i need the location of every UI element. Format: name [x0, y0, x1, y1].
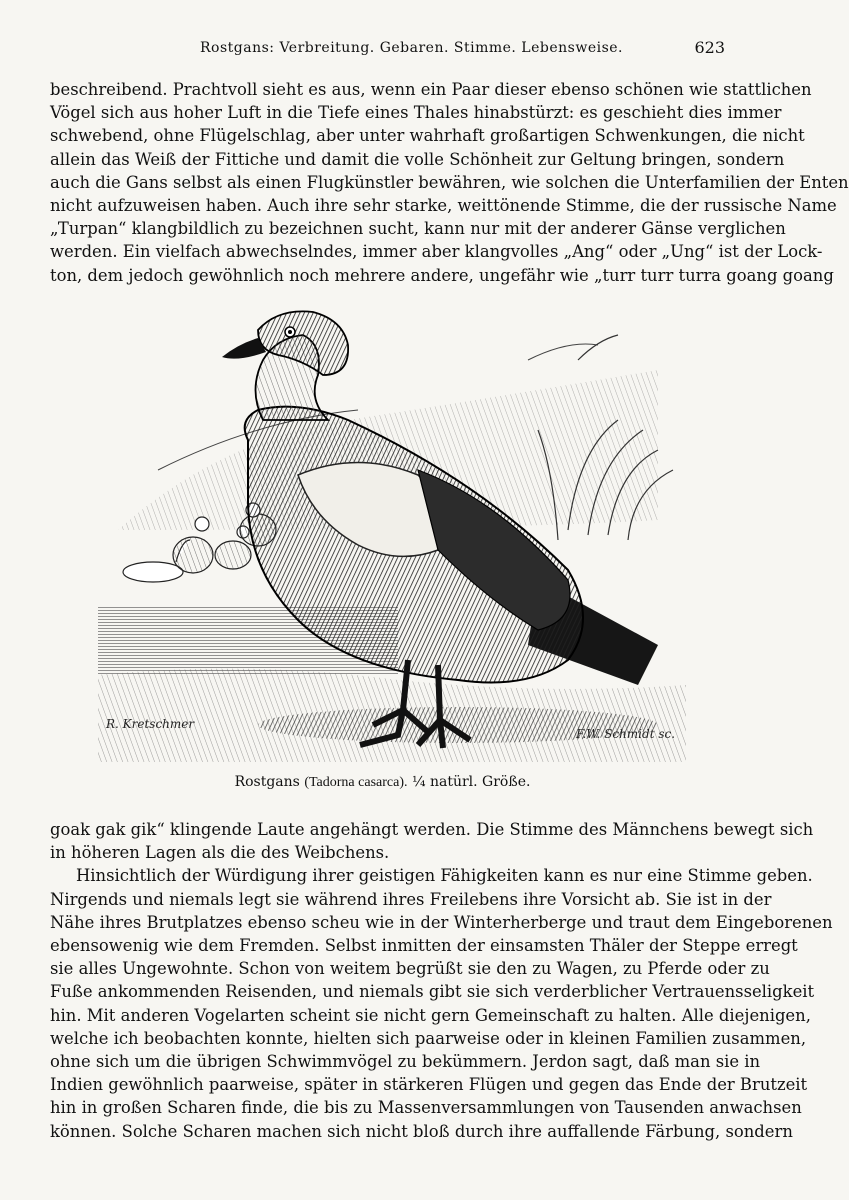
- engraver-signature-right: F.W. Schmidt sc.: [576, 727, 676, 741]
- caption-german-name: Rostgans: [234, 774, 300, 790]
- text-line: Vögel sich aus hoher Luft in die Tiefe eines Thales hinabstürzt: es geschieht dies immer: [50, 103, 782, 123]
- artist-signature-left: R. Kretschmer: [106, 717, 195, 731]
- text-line: welche ich beobachten konnte, hielten sich paarweise oder in kleinen Familien zusammen,: [50, 1028, 807, 1048]
- text-line: goak gak gik“ klingende Laute angehängt werden. Die Stimme des Männchens bewegt sich: [50, 820, 814, 839]
- text-line: sie alles Ungewohnte. Schon von weitem begrüßt sie den zu Wagen, zu Pferde oder zu: [50, 959, 770, 979]
- text-line: hin in großen Scharen finde, die bis zu Massenversammlungen von Tausenden anwachsen: [50, 1098, 802, 1118]
- running-head: Rostgans: Verbreitung. Gebaren. Stimme. Lebensweise.: [200, 40, 623, 56]
- text-line: schwebend, ohne Flügelschlag, aber unter wahrhaft großartigen Schwenkungen, die nicht: [50, 126, 805, 146]
- body-text-top: [50, 78, 849, 287]
- text-line: Nähe ihres Brutplatzes ebenso scheu wie in der Winterherberge und traut dem Eingeborenen: [50, 912, 833, 932]
- text-line: Indien gewöhnlich paarweise, später in stärkeren Flügen und gegen das Ende der Brutzeit: [50, 1075, 808, 1095]
- page-number: 623: [694, 38, 725, 57]
- text-line: „Turpan“ klangbildlich zu bezeichnen sucht, kann nur mit der anderer Gänse verglichen: [50, 219, 786, 239]
- shelduck-illustration: [98, 300, 686, 762]
- body-text-bottom: [50, 818, 833, 1143]
- text-line: Nirgends und niemals legt sie während ihres Freilebens ihre Vorsicht ab. Sie ist in der: [50, 889, 772, 909]
- text-line: Fuße ankommenden Reisenden, und niemals gibt sie sich verderblicher Vertrauensseligkeit: [50, 982, 815, 1002]
- text-line: auch die Gans selbst als einen Flugkünstler bewähren, wie solchen die Unterfamilien der Enten: [50, 172, 849, 192]
- text-line: hin. Mit anderen Vogelarten scheint sie nicht gern Gemeinschaft zu halten. Alle diejenigen,: [50, 1005, 811, 1025]
- text-line: werden. Ein vielfach abwechselndes, immer aber klangvolles „Ang“ oder „Ung“ ist der Lock-: [50, 242, 823, 262]
- caption-scale: ¼ natürl. Größe.: [411, 774, 531, 790]
- text-line: allein das Weiß der Fittiche und damit die volle Schönheit zur Geltung bringen, sondern: [50, 149, 785, 169]
- figure-caption: [0, 774, 765, 791]
- text-line: ebensowenig wie dem Fremden. Selbst inmitten der einsamsten Thäler der Steppe erregt: [50, 936, 798, 956]
- text-line: beschreibend. Prachtvoll sieht es aus, wenn ein Paar dieser ebenso schönen wie stattlichen: [50, 80, 812, 99]
- text-line: Hinsichtlich der Würdigung ihrer geistigen Fähigkeiten kann es nur eine Stimme geben.: [76, 866, 813, 886]
- text-line: ohne sich um die übrigen Schwimmvögel zu bekümmern. Jerdon sagt, daß man sie in: [50, 1052, 761, 1072]
- text-line: können. Solche Scharen machen sich nicht bloß durch ihre auffallende Färbung, sondern: [50, 1121, 793, 1141]
- text-line: in höheren Lagen als die des Weibchens.: [50, 843, 390, 863]
- text-line: ton, dem jedoch gewöhnlich noch mehrere andere, ungefähr wie „turr turr turra goang goang: [50, 265, 834, 285]
- running-header: [0, 40, 765, 68]
- text-line: nicht aufzuweisen haben. Auch ihre sehr starke, weittönende Stimme, die der russische Name: [50, 196, 837, 216]
- caption-latin-name: (Tadorna casarca).: [304, 775, 408, 790]
